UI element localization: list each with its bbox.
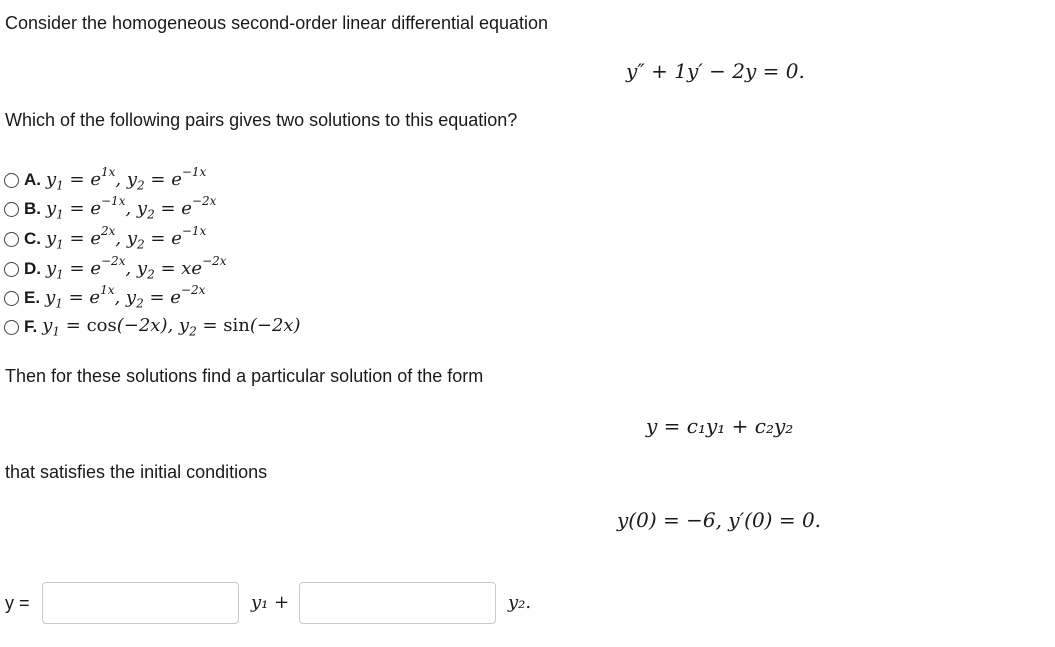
y1-plus-label: y₁ + <box>251 592 290 613</box>
question-text: Which of the following pairs gives two solutions to this equation? <box>5 110 518 130</box>
conditions-text: that satisfies the initial conditions <box>5 462 268 482</box>
option-f-radio[interactable] <box>4 320 19 335</box>
y2-label: y₂. <box>508 592 532 613</box>
option-b[interactable] <box>4 195 216 223</box>
option-e-expression: $y_1 = e^{1x}$, $y_2 = e^{-2x}$ <box>45 283 206 311</box>
solution-form-equation: y = c₁y₁ + c₂y₂ <box>646 414 794 438</box>
option-d[interactable] <box>4 255 227 283</box>
option-b-expression: $y_1 = e^{-1x}$, $y_2 = e^{-2x}$ <box>46 194 217 222</box>
option-c[interactable] <box>4 225 206 253</box>
option-a-letter: A. <box>24 170 41 189</box>
option-d-letter: D. <box>24 259 41 278</box>
option-f-letter: F. <box>24 317 38 336</box>
option-b-radio[interactable] <box>4 202 19 217</box>
option-a-expression: $y_1 = e^{1x}$, $y_2 = e^{-1x}$ <box>46 165 207 193</box>
option-d-expression: $y_1 = e^{-2x}$, $y_2 = xe^{-2x}$ <box>46 254 227 282</box>
option-a-radio[interactable] <box>4 173 19 188</box>
option-c-expression: $y_1 = e^{2x}$, $y_2 = e^{-1x}$ <box>46 224 207 252</box>
option-c-letter: C. <box>24 229 41 248</box>
c2-input[interactable] <box>299 582 496 624</box>
option-b-letter: B. <box>24 199 41 218</box>
option-e-letter: E. <box>24 288 41 307</box>
intro-text: Consider the homogeneous second-order linear differential equation <box>5 13 549 33</box>
answer-label: y = <box>5 593 30 613</box>
option-d-radio[interactable] <box>4 262 19 277</box>
option-e[interactable] <box>4 284 205 312</box>
option-f-expression: $y_1 = \cos(-2x)$, $y_2 = \sin(-2x)$ <box>42 315 301 339</box>
option-a[interactable] <box>4 166 206 194</box>
option-f[interactable] <box>4 313 301 341</box>
main-equation: y″ + 1y′ − 2y = 0. <box>626 59 805 83</box>
option-c-radio[interactable] <box>4 232 19 247</box>
then-text: Then for these solutions find a particular solution of the form <box>5 366 484 386</box>
c1-input[interactable] <box>42 582 239 624</box>
option-e-radio[interactable] <box>4 291 19 306</box>
initial-conditions: y(0) = −6, y′(0) = 0. <box>617 508 822 532</box>
